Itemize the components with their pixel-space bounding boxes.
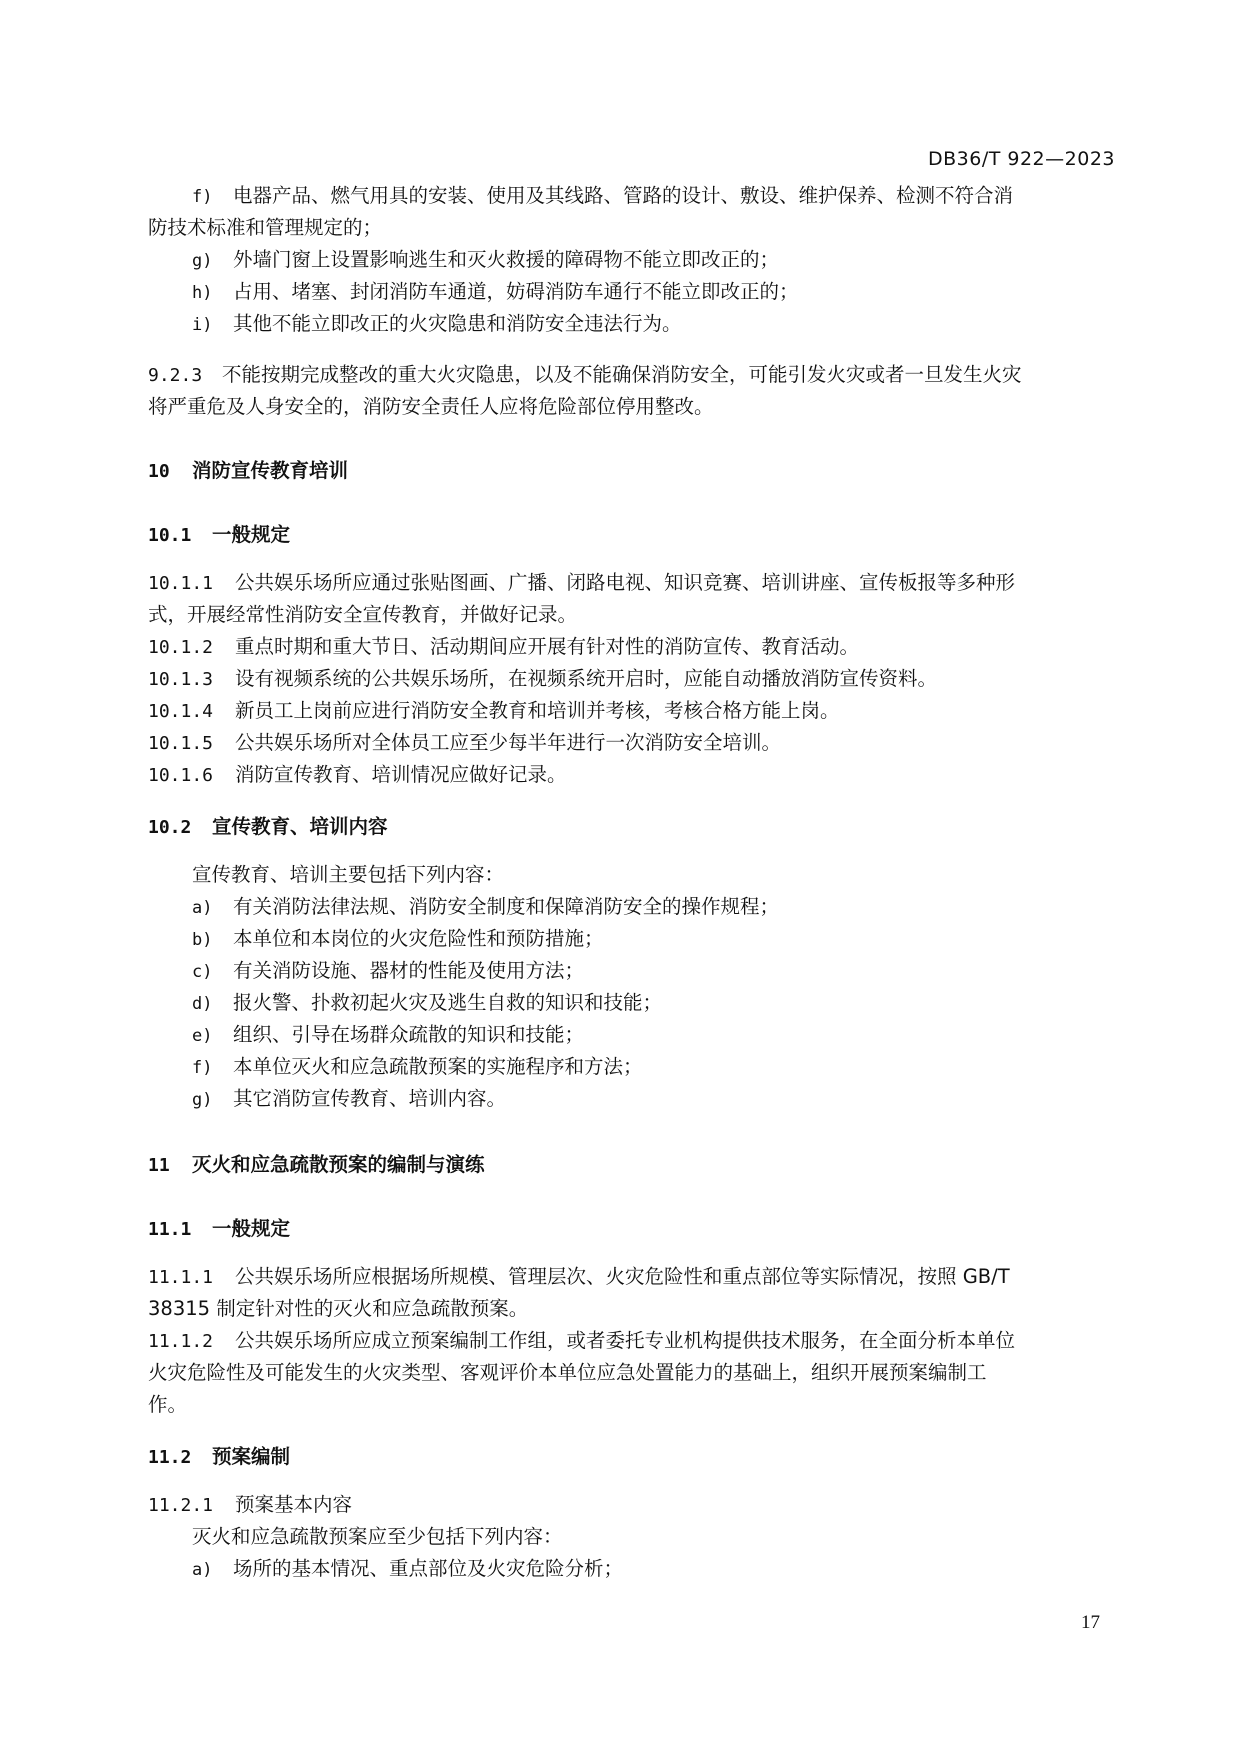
list-item [192,1556,623,1583]
list-text: 本单位和本岗位的火灾危险性和预防措施； [233,927,604,950]
clause-text: 式，开展经常性消防安全宣传教育，并做好记录。 [148,603,578,626]
section-number: 10 [148,461,170,482]
clause-text: 公共娱乐场所对全体员工应至少每半年进行一次消防安全培训。 [235,731,782,754]
list-text: 有关消防法律法规、消防安全制度和保障消防安全的操作规程； [233,895,780,918]
subsection-heading [148,522,290,549]
section-number: 11 [148,1155,170,1176]
subsection-number: 10.1 [148,525,192,546]
clause-number: 10.1.1 [148,573,214,594]
document-code-header: DB36/T 922—2023 [927,148,1115,170]
subsection-title: 预案编制 [212,1445,291,1468]
clause-continuation [148,1360,987,1386]
clause [148,634,859,661]
list-label: b) [192,930,213,950]
clause [148,698,840,725]
clause-text: 38315 制定针对性的灭火和应急疏散预案。 [148,1297,529,1320]
section-heading [148,458,348,485]
list-item [192,1054,643,1081]
clause-number: 11.2.1 [148,1495,214,1516]
clause [148,570,1015,597]
clause-continuation [148,1296,528,1322]
list-text: 组织、引导在场群众疏散的知识和技能； [233,1023,585,1046]
clause-text: 重点时期和重大节日、活动期间应开展有针对性的消防宣传、教育活动。 [235,635,860,658]
list-label: c) [192,962,213,982]
list-label: h) [192,283,213,303]
list-item [192,990,662,1017]
clause-text: 公共娱乐场所应根据场所规模、管理层次、火灾危险性和重点部位等实际情况，按照 GB/T [235,1265,1010,1288]
section-title: 灭火和应急疏散预案的编制与演练 [192,1153,485,1176]
subsection-number: 10.2 [148,817,192,838]
list-text: 其它消防宣传教育、培训内容。 [233,1087,507,1110]
clause-text: 火灾危险性及可能发生的火灾类型、客观评价本单位应急处置能力的基础上，组织开展预案编制工 [148,1361,987,1384]
intro-text: 宣传教育、培训主要包括下列内容： [192,863,505,886]
list-item [192,958,584,985]
clause [148,762,567,789]
clause-text: 公共娱乐场所应通过张贴图画、广播、闭路电视、知识竞赛、培训讲座、宣传板报等多种形 [235,571,1016,594]
subsection-heading [148,1444,290,1471]
section-title: 消防宣传教育培训 [192,459,349,482]
subsection-title: 一般规定 [212,523,291,546]
clause-text: 设有视频系统的公共娱乐场所，在视频系统开启时，应能自动播放消防宣传资料。 [235,667,938,690]
subsection-heading [148,1216,290,1243]
clause [148,1264,1010,1291]
clause-text: 作。 [148,1393,188,1416]
clause-text: 公共娱乐场所应成立预案编制工作组，或者委托专业机构提供技术服务，在全面分析本单位 [235,1329,1016,1352]
list-text: 占用、堵塞、封闭消防车通道，妨碍消防车通行不能立即改正的； [233,280,799,303]
list-item [192,1086,506,1113]
subsection-title: 一般规定 [212,1217,291,1240]
clause [148,1328,1015,1355]
list-label: a) [192,898,213,918]
clause-number: 10.1.2 [148,637,214,658]
intro-text: 灭火和应急疏散预案应至少包括下列内容： [192,1525,563,1548]
clause-number: 9.2.3 [148,365,203,386]
clause [148,730,781,757]
list-text: 报火警、扑救初起火灾及逃生自救的知识和技能； [233,991,663,1014]
list-item-continuation [148,215,382,241]
subsection-number: 11.2 [148,1447,192,1468]
list-item [192,1022,584,1049]
list-item [192,894,779,921]
clause-continuation [148,1392,187,1418]
subsection-title: 宣传教育、培训内容 [212,815,388,838]
clause-number: 10.1.3 [148,669,214,690]
list-text: 有关消防设施、器材的性能及使用方法； [233,959,585,982]
clause-text: 消防宣传教育、培训情况应做好记录。 [235,763,567,786]
section-heading [148,1152,485,1179]
clause-number: 11.1.1 [148,1267,214,1288]
clause-number: 11.1.2 [148,1331,214,1352]
list-text: 电器产品、燃气用具的安装、使用及其线路、管路的设计、敷设、维护保养、检测不符合消 [233,184,1014,207]
clause-title: 预案基本内容 [235,1493,353,1516]
clause-text: 不能按期完成整改的重大火灾隐患，以及不能确保消防安全，可能引发火灾或者一旦发生火灾 [222,363,1022,386]
clause-heading [148,1492,352,1519]
list-item [192,247,779,274]
list-label: i) [192,315,213,335]
clause-continuation [148,394,714,420]
list-text: 防技术标准和管理规定的； [148,216,383,239]
subsection-heading [148,814,388,841]
list-text: 本单位灭火和应急疏散预案的实施程序和方法； [233,1055,643,1078]
list-label: f) [192,187,213,207]
list-label: d) [192,994,213,1014]
list-item [192,311,682,338]
clause [148,666,937,693]
clause-number: 10.1.6 [148,765,214,786]
clause-text: 新员工上岗前应进行消防安全教育和培训并考核，考核合格方能上岗。 [235,699,840,722]
list-text: 外墙门窗上设置影响逃生和灭火救援的障碍物不能立即改正的； [233,248,780,271]
page-number: 17 [1081,1612,1100,1633]
clause-number: 10.1.4 [148,701,214,722]
list-label: g) [192,251,213,271]
list-item [192,279,799,306]
clause-number: 10.1.5 [148,733,214,754]
list-text: 其他不能立即改正的火灾隐患和消防安全违法行为。 [233,312,682,335]
clause-9-2-3 [148,362,1022,389]
subsection-number: 11.1 [148,1219,192,1240]
list-label: a) [192,1560,213,1580]
list-item [192,183,1013,210]
list-label: g) [192,1090,213,1110]
clause-text: 将严重危及人身安全的，消防安全责任人应将危险部位停用整改。 [148,395,714,418]
clause-continuation [148,602,577,628]
list-item [192,926,604,953]
list-text: 场所的基本情况、重点部位及火灾危险分析； [233,1557,624,1580]
list-label: f) [192,1058,213,1078]
list-label: e) [192,1026,213,1046]
